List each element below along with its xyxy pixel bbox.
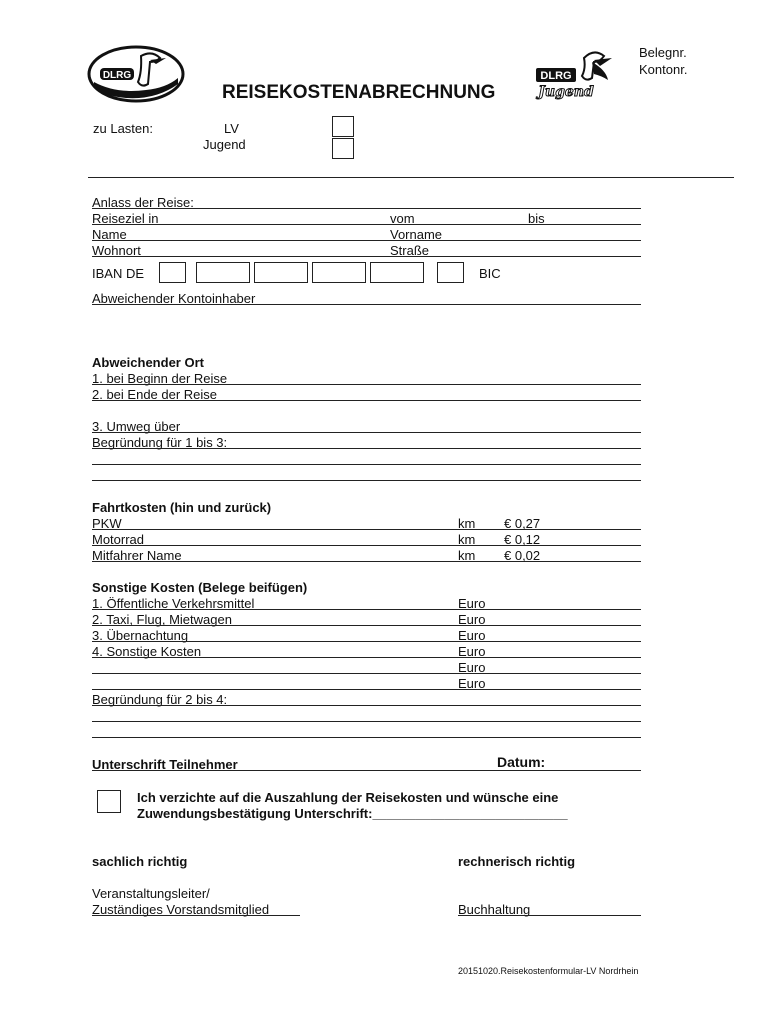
option-jugend-label: Jugend (203, 137, 246, 152)
iban-box-4[interactable] (312, 262, 366, 283)
reiseziel-label: Reiseziel in (92, 211, 159, 226)
sonstige-row-unit: Euro (458, 596, 486, 611)
datum-label: Datum: (497, 754, 546, 770)
strasse-label: Straße (390, 243, 430, 258)
iban-box-2[interactable] (196, 262, 250, 283)
ort-umweg-label: 3. Umweg über (92, 419, 181, 434)
fahrt-row-line[interactable] (92, 529, 641, 530)
fahrt-row-unit: km (458, 548, 476, 563)
wohnort-label: Wohnort (92, 243, 141, 258)
name-line[interactable] (92, 240, 641, 241)
footer-code: 20151020.Reisekostenformular-LV Nordrhein (458, 966, 639, 976)
buchhaltung-signature-line[interactable] (458, 915, 641, 916)
fahrt-row-rate: € 0,27 (504, 516, 541, 531)
fahrt-row-label: PKW (92, 516, 122, 531)
sonstige-row-label: 4. Sonstige Kosten (92, 644, 202, 659)
sonstige-row-line[interactable] (92, 641, 641, 642)
rechnerisch-richtig-label: rechnerisch richtig (458, 854, 576, 869)
fahrt-row-line[interactable] (92, 561, 641, 562)
wohnort-line[interactable] (92, 256, 641, 257)
sonstige-row-label: 2. Taxi, Flug, Mietwagen (92, 612, 232, 627)
lv-checkbox[interactable] (332, 116, 354, 137)
logo-left-text: DLRG (102, 70, 132, 81)
fahrt-row-unit: km (458, 516, 476, 531)
ort-ende-label: 2. bei Ende der Reise (92, 387, 218, 402)
ort-begruendung-label: Begründung für 1 bis 3: (92, 435, 228, 450)
verzicht-text-line2: Zuwendungsbestätigung Unterschrift:___________________________ (137, 806, 568, 821)
iban-box-6[interactable] (437, 262, 464, 283)
iban-box-1[interactable] (159, 262, 186, 283)
buchhaltung-label: Buchhaltung (458, 902, 531, 917)
name-label: Name (92, 227, 127, 242)
sonstige-row-unit: Euro (458, 612, 486, 627)
fahrt-row-rate: € 0,12 (504, 532, 541, 547)
verzicht-text-line1: Ich verzichte auf die Auszahlung der Reisekosten und wünsche eine (137, 790, 559, 805)
kontonr-label: Kontonr. (639, 62, 688, 77)
option-lv-label: LV (224, 121, 239, 136)
ort-begruendung-line-2[interactable] (92, 464, 641, 465)
vorstand-signature-line[interactable] (92, 915, 300, 916)
fahrtkosten-heading: Fahrtkosten (hin und zurück) (92, 500, 272, 515)
fahrt-row-unit: km (458, 532, 476, 547)
bic-label: BIC (479, 266, 501, 281)
sonstige-row-line[interactable] (92, 689, 641, 690)
sonstige-begruendung-label: Begründung für 2 bis 4: (92, 692, 228, 707)
sonstige-row-line[interactable] (92, 673, 641, 674)
sonstige-row-unit: Euro (458, 628, 486, 643)
dlrg-jugend-logo (532, 48, 622, 104)
fahrt-row-label: Motorrad (92, 532, 145, 547)
sonstige-row-line[interactable] (92, 657, 641, 658)
ort-umweg-line[interactable] (92, 432, 641, 433)
zu-lasten-label: zu Lasten: (93, 121, 153, 136)
kontoinhaber-line[interactable] (92, 304, 641, 305)
belegnr-label: Belegnr. (639, 45, 687, 60)
sonstige-row-line[interactable] (92, 625, 641, 626)
sonstige-heading: Sonstige Kosten (Belege beifügen) (92, 580, 308, 595)
iban-box-5[interactable] (370, 262, 424, 283)
vorstandsmitglied-label: Zuständiges Vorstandsmitglied (92, 902, 270, 917)
fahrt-row-label: Mitfahrer Name (92, 548, 182, 563)
logo-right-text: DLRG (540, 70, 572, 82)
fahrt-row-rate: € 0,02 (504, 548, 541, 563)
ort-begruendung-line-3[interactable] (92, 480, 641, 481)
section-divider (88, 177, 734, 178)
iban-box-3[interactable] (254, 262, 308, 283)
ort-ende-line[interactable] (92, 400, 641, 401)
logo-right-sub: Jugend (538, 84, 594, 100)
bis-label: bis (528, 211, 545, 226)
sonstige-row-line[interactable] (92, 609, 641, 610)
sachlich-richtig-label: sachlich richtig (92, 854, 188, 869)
sonstige-row-label: 1. Öffentliche Verkehrsmittel (92, 596, 255, 611)
anlass-line[interactable] (92, 208, 641, 209)
sonstige-row-unit: Euro (458, 660, 486, 675)
fahrt-row-line[interactable] (92, 545, 641, 546)
jugend-checkbox[interactable] (332, 138, 354, 159)
unterschrift-line[interactable] (92, 770, 641, 771)
ort-begruendung-line[interactable] (92, 448, 641, 449)
unterschrift-teilnehmer-label: Unterschrift Teilnehmer (92, 757, 238, 772)
iban-label: IBAN DE (92, 266, 145, 281)
sonstige-begruendung-line-3[interactable] (92, 737, 641, 738)
sonstige-begruendung-line[interactable] (92, 705, 641, 706)
ort-heading: Abweichender Ort (92, 355, 204, 370)
sonstige-row-unit: Euro (458, 644, 486, 659)
vorname-label: Vorname (390, 227, 443, 242)
dlrg-logo (86, 44, 186, 104)
veranstaltungsleiter-label: Veranstaltungsleiter/ (92, 886, 210, 901)
sonstige-row-unit: Euro (458, 676, 486, 691)
ort-beginn-line[interactable] (92, 384, 641, 385)
reiseziel-line[interactable] (92, 224, 641, 225)
vom-label: vom (390, 211, 415, 226)
sonstige-row-label: 3. Übernachtung (92, 628, 189, 643)
anlass-label: Anlass der Reise: (92, 195, 194, 210)
kontoinhaber-label: Abweichender Kontoinhaber (92, 291, 256, 306)
ort-beginn-label: 1. bei Beginn der Reise (92, 371, 228, 386)
sonstige-begruendung-line-2[interactable] (92, 721, 641, 722)
page-title: REISEKOSTENABRECHNUNG (222, 82, 496, 103)
verzicht-checkbox[interactable] (97, 790, 121, 813)
